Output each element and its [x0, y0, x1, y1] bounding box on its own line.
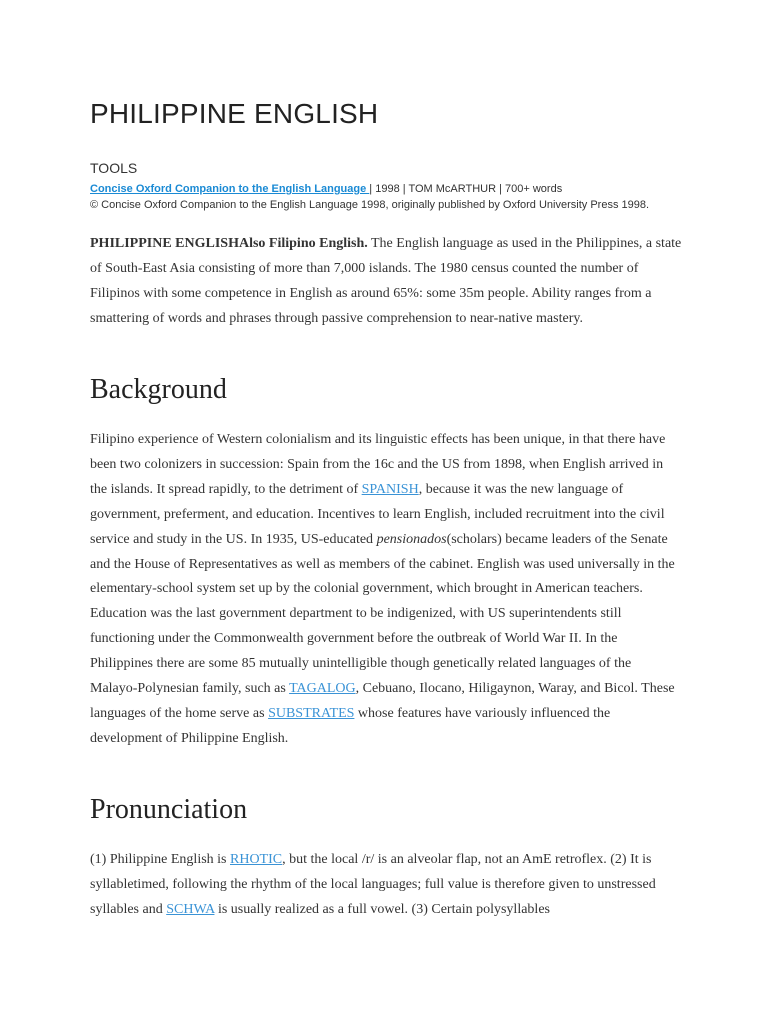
pronunciation-text-1: (1) Philippine English is — [90, 852, 230, 867]
background-text-4: , Cebuano, Ilocano, Hiligaynon, Waray, and Bicol. These languages of the home serve as — [90, 681, 675, 721]
tools-label[interactable]: TOOLS — [90, 160, 138, 176]
pronunciation-paragraph — [90, 848, 682, 923]
pronunciation-text-3: is usually realized as a full vowel. (3) Certain polysyllables — [214, 901, 550, 917]
page-title: PHILIPPINE ENGLISH — [90, 98, 379, 129]
background-text-1: Filipino experience of Western colonialism and its linguistic effects has been unique, in that there have been two colonizers in succession: Spain from the 16c and the US from 1898, when English arrived in the islands. It spread rapidly, to the detriment of — [90, 432, 666, 497]
link-rhotic[interactable]: RHOTIC — [230, 852, 283, 867]
copyright-line: © Concise Oxford Companion to the English Language 1998, originally published by Oxford University Press 1998. — [90, 199, 650, 211]
background-paragraph — [90, 428, 682, 752]
source-line — [90, 181, 730, 197]
section-heading-pronunciation: Pronunciation — [90, 794, 248, 825]
source-meta — [90, 181, 730, 213]
pensionados-term: pensionados — [376, 531, 447, 547]
link-tagalog[interactable]: TAGALOG — [289, 681, 356, 697]
background-text-5: whose features have variously influenced the development of Philippine English. — [90, 705, 611, 746]
background-text-3: (scholars) became leaders of the Senate and the House of Representatives as well as members of the cabinet. English was used universally in the elementary-school system set up by the colonial government, which brought in American teachers. Education was the last government department to be indigenized, with US superintendents still functioning under the Commonwealth government before the outbreak of World War II. In the Philippines there are some 85 mutually unintelligible though genetically related languages of the Malayo-Polynesian family, such as — [90, 531, 675, 697]
source-details: | 1998 | TOM McARTHUR | 700+ words — [369, 183, 563, 195]
intro-text: The English language as used in the Philippines, a state of South-East Asia consisting of more than 7,000 islands. The 1980 census counted the number of Filipinos with some competence in English as around 65%: some 35m people. Ability ranges from a smattering of words and phrases through passive comprehension to near-native mastery. — [90, 236, 682, 326]
link-spanish[interactable]: SPANISH — [361, 481, 419, 497]
intro-paragraph — [90, 232, 682, 332]
pronunciation-text-2: , but the local /r/ is an alveolar flap, not an AmE retroflex. (2) It is syllabletimed, following the rhythm of the local languages; full value is therefore given to unstressed syllables and — [90, 852, 656, 917]
section-heading-background: Background — [90, 374, 227, 405]
source-link[interactable]: Concise Oxford Companion to the English Language — [90, 183, 370, 195]
link-schwa[interactable]: SCHWA — [166, 901, 215, 917]
background-text-2: , because it was the new language of government, preferment, and education. Incentives to learn English, included recruitment into the civil service and study in the US. In 1935, US-educated — [90, 481, 665, 547]
entry-headword: PHILIPPINE ENGLISHAlso Filipino English. — [90, 236, 368, 251]
link-substrates[interactable]: SUBSTRATES — [268, 705, 355, 721]
